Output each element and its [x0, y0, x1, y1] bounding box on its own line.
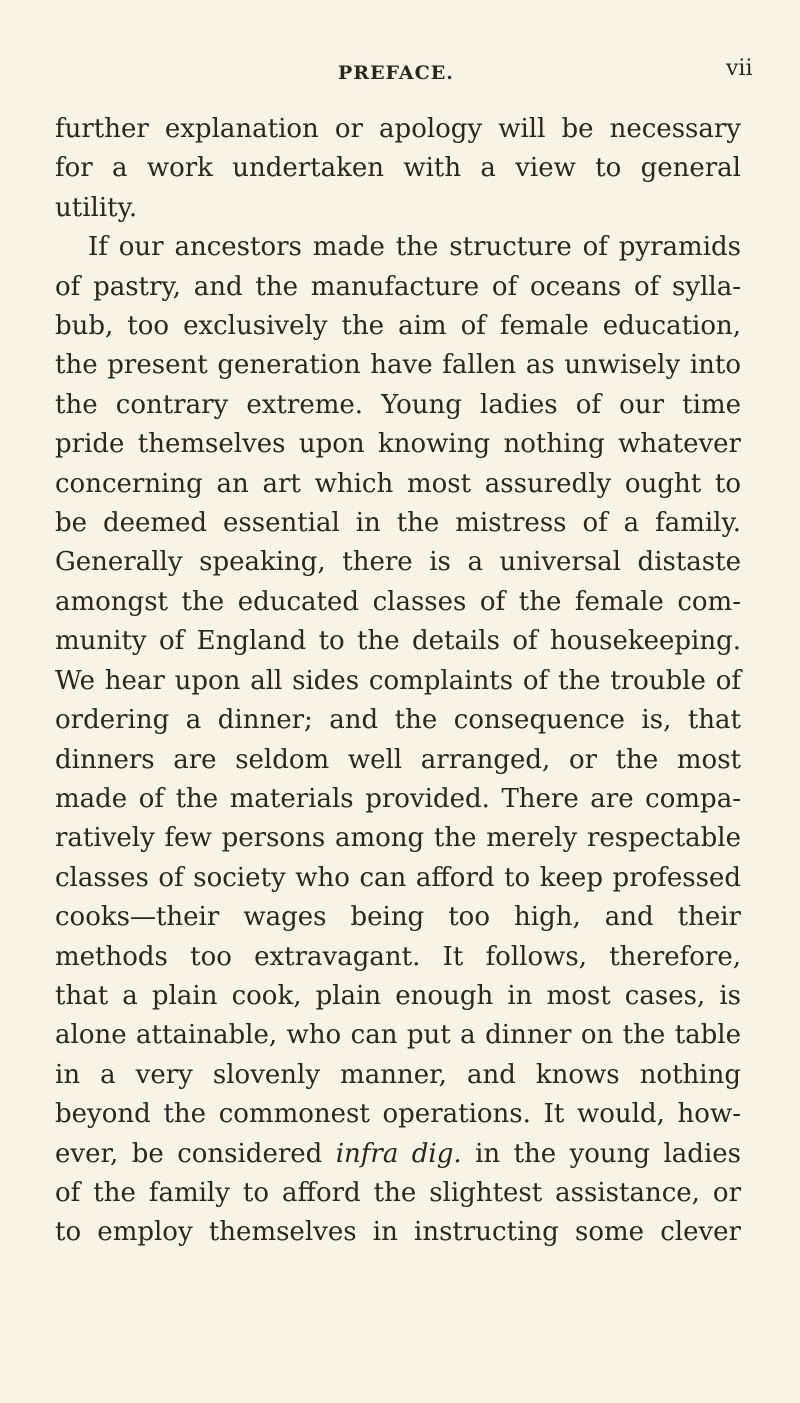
text-line: utility.: [55, 192, 138, 223]
italic-phrase: infra dig.: [335, 1138, 462, 1169]
text-line: beyond the commonest operations. It would, how-: [55, 1099, 741, 1130]
text-line: concerning an art which most assuredly ought to: [55, 468, 741, 499]
text-line: ratively few persons among the merely respectable: [55, 823, 741, 854]
text-line: alone attainable, who can put a dinner on the table: [55, 1020, 741, 1051]
text-line: We hear upon all sides complaints of the trouble of: [55, 665, 741, 696]
text-line: pride themselves upon knowing nothing whatever: [55, 429, 741, 460]
text-line: amongst the educated classes of the female com-: [55, 586, 741, 617]
text-line: the present generation have fallen as unwisely into: [55, 350, 741, 381]
page-number: vii: [726, 56, 753, 81]
body-text: [55, 110, 741, 1253]
text-line: the contrary extreme. Young ladies of our time: [55, 389, 741, 420]
running-title: PREFACE.: [338, 62, 454, 84]
text-line: for a work undertaken with a view to general: [55, 153, 741, 184]
text-line: cooks—their wages being too high, and their: [55, 902, 741, 933]
text-line: of pastry, and the manufacture of oceans of sylla-: [55, 271, 741, 302]
text-line: that a plain cook, plain enough in most cases, is: [55, 980, 741, 1011]
text-line: made of the materials provided. There are compa-: [55, 783, 741, 814]
text-line: further explanation or apology will be necessary: [55, 114, 741, 144]
text-segment: ever, be considered: [55, 1138, 336, 1169]
text-line: methods too extravagant. It follows, therefore,: [55, 941, 741, 972]
text-line: Generally speaking, there is a universal distaste: [55, 547, 741, 578]
text-line: of the family to afford the slightest assistance, or: [55, 1177, 741, 1208]
text-line: be deemed essential in the mistress of a family.: [55, 508, 741, 539]
text-line: munity of England to the details of housekeeping.: [55, 626, 741, 657]
text-line: dinners are seldom well arranged, or the most: [55, 744, 741, 775]
text-line: classes of society who can afford to keep professed: [55, 862, 741, 893]
text-line: If our ancestors made the structure of pyramids: [88, 232, 741, 263]
running-head: [0, 52, 800, 92]
text-line: bub, too exclusively the aim of female education,: [55, 311, 741, 342]
text-segment: in the young ladies: [461, 1138, 741, 1169]
text-line: in a very slovenly manner, and knows nothing: [55, 1059, 741, 1090]
text-line: ordering a dinner; and the consequence is, that: [55, 705, 741, 736]
text-line: to employ themselves in instructing some clever: [55, 1217, 741, 1248]
text-line: [55, 1135, 741, 1174]
